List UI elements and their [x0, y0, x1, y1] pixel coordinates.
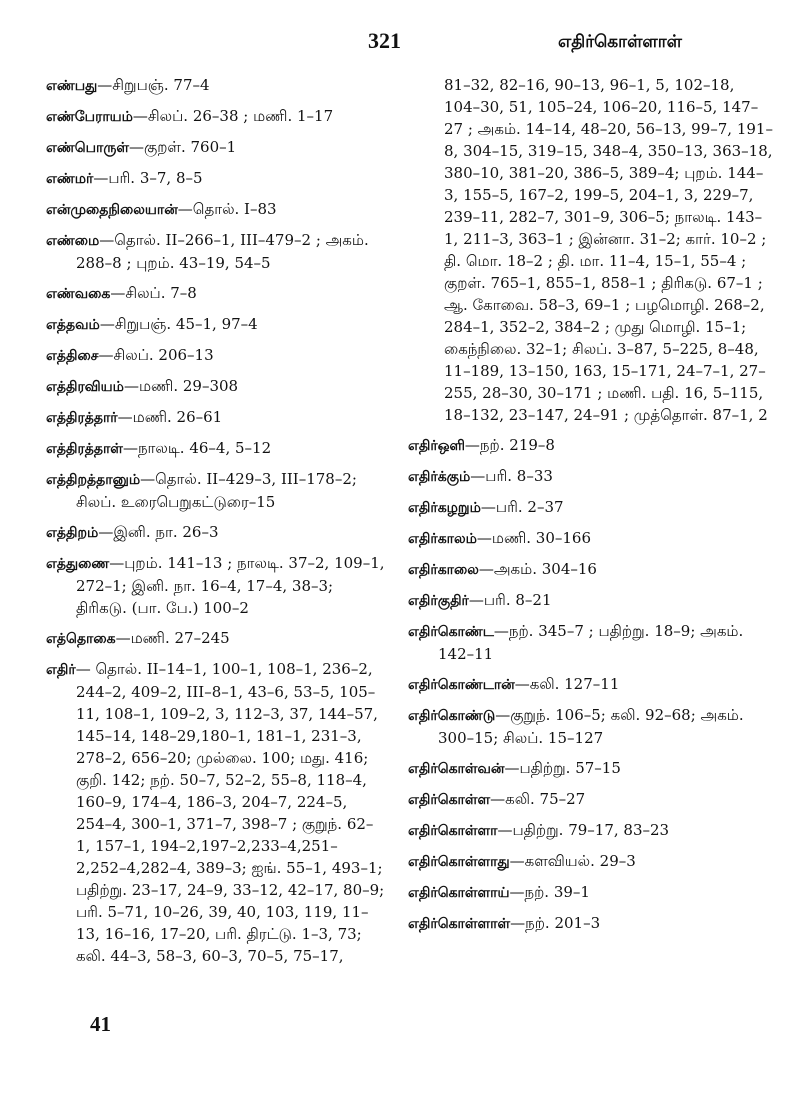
index-entry	[46, 468, 386, 513]
entry-headword: எத்திரத்தார்	[46, 410, 118, 426]
index-entry	[46, 627, 386, 650]
entry-references: —இனி. நா. 26–3	[98, 523, 219, 541]
entry-references: —பரி. 3–7, 8–5	[93, 169, 203, 187]
index-entry	[408, 434, 774, 457]
entry-headword: எதிர்காலை	[408, 562, 479, 578]
entry-references: —பதிற்று. 57–15	[504, 759, 621, 777]
entry-references: —சிறுபஞ். 45–1, 97–4	[99, 315, 258, 333]
index-entry	[408, 558, 774, 581]
index-entry	[46, 552, 386, 619]
index-entry	[46, 375, 386, 398]
entry-references: —புறம். 141–13 ; நாலடி. 37–2, 109–1, 272–1; இனி. நா. 16–4, 17–4, 38–3; திரிகடு. (பா. பே.) 100–2	[76, 554, 385, 617]
entry-references: —சிறுபஞ். 77–4	[97, 76, 210, 94]
index-entry	[46, 658, 386, 967]
right-entries	[408, 434, 774, 935]
index-entry	[408, 620, 774, 665]
entry-headword: எத்திறம்	[46, 525, 99, 541]
index-entry	[408, 589, 774, 612]
entry-references: —நற். 219–8	[464, 436, 555, 454]
entry-references: —தொல். II–266–1, III–479–2 ; அகம். 288–8 ; புறம். 43–19, 54–5	[76, 231, 369, 272]
page-header	[0, 28, 800, 68]
index-entry	[408, 527, 774, 550]
entry-headword: எதிர்க்கும்	[408, 469, 471, 485]
entry-headword: எதிர்கழறும்	[408, 500, 481, 516]
index-entry	[408, 912, 774, 935]
entry-headword: என்முதைநிலையான்	[46, 202, 178, 218]
entry-references: —குறுந். 106–5; கலி. 92–68; அகம். 300–15; சிலப். 15–127	[438, 706, 744, 747]
index-entry	[46, 229, 386, 274]
entry-references: —தொல். II–429–3, III–178–2; சிலப். உரைபெறுகட்டுரை–15	[76, 470, 357, 511]
left-column	[46, 74, 386, 975]
index-entry	[46, 167, 386, 190]
entry-headword: எத்திசை	[46, 348, 99, 364]
entry-references: —மணி. 29–308	[123, 377, 239, 395]
entry-headword: எண்பொருள்	[46, 140, 129, 156]
entry-references: —பதிற்று. 79–17, 83–23	[497, 821, 670, 839]
entry-headword: எதிர்கொள்ளா	[408, 823, 498, 839]
entry-headword: எண்வகை	[46, 286, 111, 302]
continued-refs: 81–32, 82–16, 90–13, 96–1, 5, 102–18, 104–30, 51, 105–24, 106–20, 116–5, 147–27 ; அகம். 14–14, 48–20, 56–13, 99–7, 191–8, 304–15, 319–15, 348–4, 350–13, 363–18, 380–10, 381–20, 386–5, 389–4; புறம். 144–3, 155–5, 167–2, 199–5, 204–1, 3, 229–7, 239–11, 282–7, 301–9, 306–5; நாலடி. 143–1, 211–3, 363–1 ; இன்னா. 31–2; கார். 10–2 ; தி. மொ. 18–2 ; தி. மா. 11–4, 15–1, 55–4 ; குறள். 765–1, 855–1, 858–1 ; திரிகடு. 67–1 ; ஆ. கோவை. 58–3, 69–1 ; பழமொழி. 268–2, 284–1, 352–2, 384–2 ; முது மொழி. 15–1; கைந்நிலை. 32–1; சிலப். 3–87, 5–225, 8–48, 11–189, 13–150, 163, 15–171, 24–7–1, 27–255, 28–30, 30–171 ; மணி. பதி. 16, 5–115, 18–132, 23–147, 24–91 ; முத்தொள். 87–1, 2	[444, 76, 773, 424]
index-entry	[408, 788, 774, 811]
entry-headword: எதிர்கொண்டு	[408, 708, 496, 724]
entry-headword: எத்தவம்	[46, 317, 100, 333]
entry-headword: எதிர்கொள்ளாது	[408, 854, 510, 870]
index-entry	[408, 757, 774, 780]
entry-references: —பரி. 8–21	[468, 591, 552, 609]
entry-headword: எத்திறத்தானும்	[46, 472, 141, 488]
entry-headword: எண்பது	[46, 78, 98, 94]
entry-references: —மணி. 30–166	[476, 529, 592, 547]
entry-references: —குறள். 760–1	[128, 138, 237, 156]
entry-references: —தொல். I–83	[177, 200, 277, 218]
index-entry	[46, 136, 386, 159]
index-entry	[46, 313, 386, 336]
right-column	[408, 74, 774, 943]
entry-references: —சிலப். 206–13	[98, 346, 214, 364]
entry-references: —கலி. 75–27	[490, 790, 586, 808]
entry-references: —நற். 39–1	[509, 883, 590, 901]
entry-headword: எதிர்	[46, 662, 76, 678]
entry-references: —பரி. 8–33	[470, 467, 553, 485]
index-entry	[408, 881, 774, 904]
signature-number: 41	[90, 1012, 111, 1036]
index-entry	[46, 105, 386, 128]
page-number: 321	[368, 28, 401, 53]
index-entry	[408, 704, 774, 749]
entry-headword: எதிர்கொள்ளாள்	[408, 916, 511, 932]
index-entry	[408, 465, 774, 488]
entry-references: —நாலடி. 46–4, 5–12	[122, 439, 272, 457]
index-entry	[408, 819, 774, 842]
index-entry	[46, 521, 386, 544]
entry-headword: எத்தொகை	[46, 631, 116, 647]
entry-references: —களவியல். 29–3	[509, 852, 636, 870]
index-entry	[46, 198, 386, 221]
entry-headword: எதிர்காலம்	[408, 531, 477, 547]
entry-headword: எதிர்கொண்ட	[408, 624, 494, 640]
entry-headword: எண்மை	[46, 233, 100, 249]
entry-headword: எண்மர்	[46, 171, 94, 187]
entry-headword: எத்திரவியம்	[46, 379, 124, 395]
index-entry	[46, 282, 386, 305]
index-entry	[46, 74, 386, 97]
entry-headword: எதிர்கொண்டான்	[408, 677, 515, 693]
entry-references: —நற். 345–7 ; பதிற்று. 18–9; அகம். 142–11	[438, 622, 744, 663]
entry-references: —நற். 201–3	[510, 914, 601, 932]
entry-headword: எத்திரத்தாள்	[46, 441, 123, 457]
entry-references: —சிலப். 7–8	[110, 284, 197, 302]
index-entry	[46, 437, 386, 460]
index-entry	[408, 673, 774, 696]
entry-headword: எதிர்கொள்ளாய்	[408, 885, 510, 901]
entry-headword: எதிர்கொள்ள	[408, 792, 491, 808]
entry-references: —மணி. 27–245	[115, 629, 230, 647]
entry-headword: எதிர்ஒளி	[408, 438, 465, 454]
entry-references: —சிலப். 26–38 ; மணி. 1–17	[132, 107, 334, 125]
index-entry	[46, 406, 386, 429]
index-entry	[46, 344, 386, 367]
entry-references: —அகம். 304–16	[478, 560, 597, 578]
entry-headword: எண்பேராயம்	[46, 109, 133, 125]
entry-references: —கலி. 127–11	[514, 675, 620, 693]
entry-headword: எத்துணை	[46, 556, 110, 572]
index-entry	[408, 496, 774, 519]
entry-references: — தொல். II–14–1, 100–1, 108–1, 236–2, 244–2, 409–2, III–8–1, 43–6, 53–5, 105–11, 108–1, 109–2, 3, 112–3, 37, 144–57, 145–14, 148–29,180–1, 181–1, 231–3, 278–2, 656–20; முல்லை. 100; மது. 416; குறி. 142; நற். 50–7, 52–2, 55–8, 118–4, 160–9, 174–4, 186–3, 204–7, 224–5, 254–4, 300–1, 371–7, 398–7 ; குறுந். 62–1, 157–1, 194–2,197–2,233–4,251–2,252–4,282–4, 389–3; ஐங். 55–1, 493–1; பதிற்று. 23–17, 24–9, 33–12, 42–17, 80–9; பரி. 5–71, 10–26, 39, 40, 103, 119, 11–13, 16–16, 17–20, பரி. திரட்டு. 1–3, 73; கலி. 44–3, 58–3, 60–3, 70–5, 75–17,	[75, 660, 385, 965]
entry-references: —மணி. 26–61	[117, 408, 223, 426]
entry-headword: எதிர்குதிர்	[408, 593, 469, 609]
continued-entry	[408, 74, 774, 426]
running-head: எதிர்கொள்ளாள்	[558, 32, 682, 52]
entry-references: —பரி. 2–37	[480, 498, 564, 516]
entry-headword: எதிர்கொள்வன்	[408, 761, 505, 777]
index-entry	[408, 850, 774, 873]
